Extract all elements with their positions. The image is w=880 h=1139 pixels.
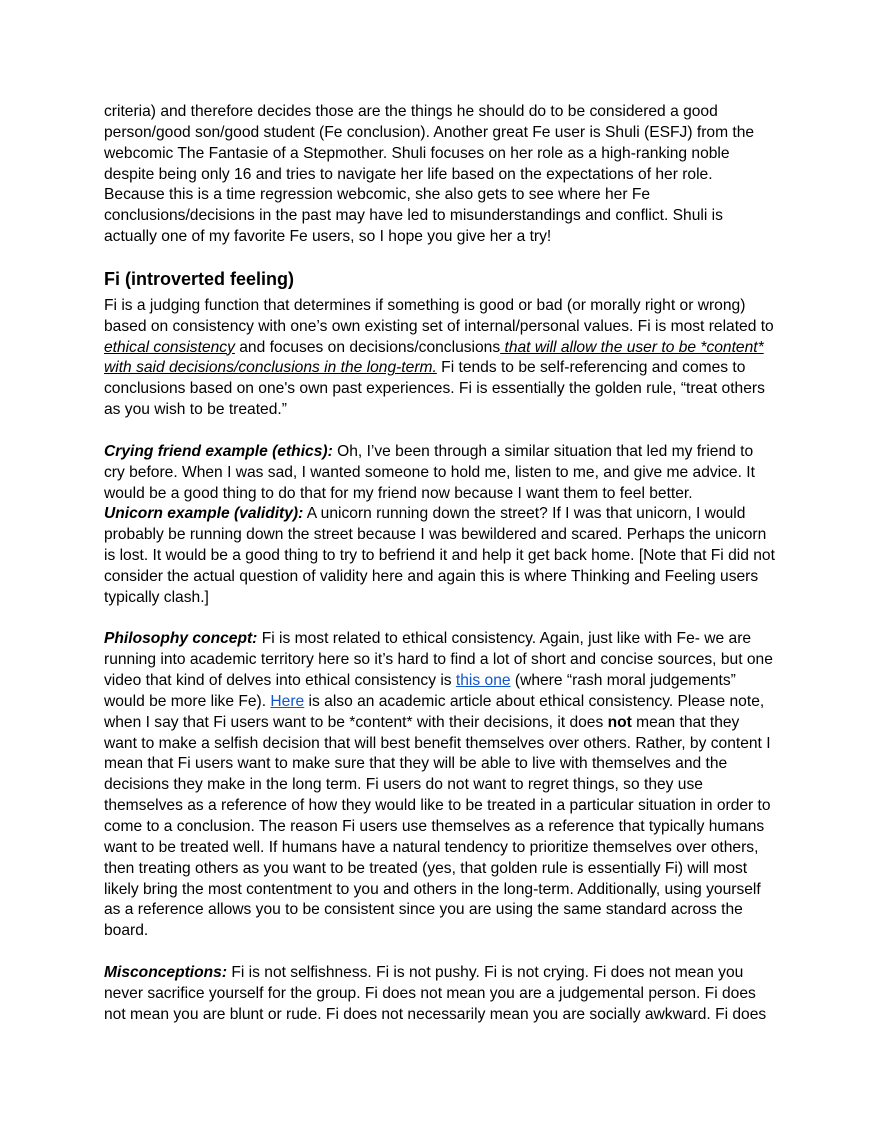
philosophy-text-3: is also an academic article about ethical consistency. Please note, when I say that Fi users want to be *content* with their decisions, it does [104, 692, 765, 731]
paragraph-spacer [104, 609, 776, 630]
unicorn-example [104, 504, 776, 608]
fi-definition-paragraph [104, 296, 776, 421]
here-link[interactable]: Here [270, 692, 305, 710]
philosophy-concept-paragraph [104, 629, 776, 942]
philosophy-label: Philosophy concept: [104, 630, 258, 648]
this-one-link[interactable]: this one [455, 672, 511, 690]
fi-def-emphasis-ethical-consistency: ethical consistency [104, 338, 235, 356]
fi-def-text-3: Fi tends to be self-referencing and comes to conclusions based on one's own past experiences. Fi is essentially the golden rule, “treat others as you wish to be treated.” [104, 359, 765, 419]
misconceptions-label: Misconceptions: [104, 963, 228, 981]
paragraph-spacer [104, 942, 776, 963]
misconceptions-text: Fi is not selfishness. Fi is not pushy. Fi is not crying. Fi does not mean you never sacrifice yourself for the group. Fi does not mean you are a judgemental person. Fi does not mean you are blunt or rude. Fi does not necessarily mean you are socially awkward. Fi does [104, 963, 767, 1023]
philosophy-bold-not: not [607, 713, 632, 731]
philosophy-text-2: (where “rash moral judgements” would be more like Fe). [104, 672, 736, 710]
misconceptions-paragraph [104, 963, 776, 1026]
philosophy-text-4: mean that they want to make a selfish decision that will best benefit themselves over others. Rather, by content I mean that Fi users want to make sure that they will be able to live with themselves and the decisions they make in the long term. Fi users do not want to regret things, so they use themselves as a reference of how they would like to be treated in a particular situation in order to come to a conclusion. The reason Fi users use themselves as a reference that typically humans want to be treated well. If humans have a natural tendency to prioritize themselves over others, then treating others as you want to be treated (yes, that golden rule is essentially Fi) will most likely bring the most contentment to you and others in the long-term. Additionally, using yourself as a reference allows you to be consistent since you are using the same standard across the board. [104, 713, 771, 940]
crying-friend-label: Crying friend example (ethics): [104, 442, 333, 460]
crying-friend-example [104, 442, 776, 505]
crying-friend-text: Oh, I’ve been through a similar situation that led my friend to cry before. When I was sad, I wanted someone to hold me, listen to me, and give me advice. It would be a good thing to do that for my friend now because I want them to feel better. [104, 442, 755, 502]
unicorn-label: Unicorn example (validity): [104, 505, 304, 523]
section-heading-fi: Fi (introverted feeling) [104, 268, 295, 289]
fi-def-text-2: and focuses on decisions/conclusions [234, 338, 501, 356]
intro-paragraph: criteria) and therefore decides those are the things he should do to be considered a good person/good son/good student (Fe conclusion). Another great Fe user is Shuli (ESFJ) from the webcomic The Fantasie of a Stepmother. Shuli focuses on her role as a high-ranking noble despite being only 16 and tries to navigate her life based on the expectations of her role. Because this is a time regression webcomic, she also gets to see where her Fe conclusions/decisions in the past may have led to misunderstandings and conflict. Shuli is actually one of my favorite Fe users, so I hope you give her a try! [104, 103, 755, 246]
fi-def-text-1: Fi is a judging function that determines if something is good or bad (or morally right or wrong) based on consistency with one’s own existing set of internal/personal values. Fi is most related to [104, 296, 774, 335]
unicorn-text: A unicorn running down the street? If I was that unicorn, I would probably be running down the street because I was bewildered and scared. Perhaps the unicorn is lost. It would be a good thing to try to befriend it and help it get back home. [Note that Fi did not consider the actual question of validity here and again this is where Thinking and Feeling users typically clash.] [104, 505, 775, 606]
fi-def-emphasis-content: that will allow the user to be *content* with said decisions/conclusions in the long-term. [104, 338, 764, 377]
philosophy-text-1: Fi is most related to ethical consistency. Again, just like with Fe- we are running into academic territory here so it’s hard to find a lot of short and concise sources, but one video that kind of delves into ethical consistency is [104, 630, 773, 690]
paragraph-spacer [104, 421, 776, 442]
